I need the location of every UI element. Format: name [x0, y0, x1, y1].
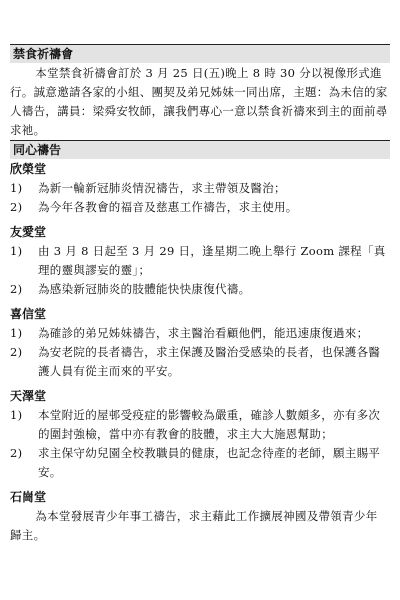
church-name: 石崗堂	[10, 490, 47, 504]
item-number: 1)	[10, 244, 23, 258]
item-number: 2)	[10, 446, 23, 460]
church-section-heishun	[10, 305, 388, 381]
church-name: 欣榮堂	[10, 162, 47, 176]
item-text: 求主保守幼兒園全校教職員的健康，也記念待產的老師，願主賜平安。	[38, 446, 381, 479]
section-title-unity: 同心禱告	[10, 140, 390, 159]
list-item	[10, 406, 388, 444]
church-name: 友愛堂	[10, 225, 47, 239]
item-text: 為感染新冠肺炎的肢體能快快康復代禱。	[38, 282, 251, 296]
list-item	[10, 444, 388, 482]
item-text: 為確診的弟兄姊妹禱告，求主醫治看顧他們，能迅速康復過來；	[38, 326, 369, 340]
church-section-tinchak	[10, 387, 388, 482]
item-text: 本堂附近的屋邨受疫症的影響較為嚴重，確診人數頗多，亦有多次的圍封強檢，當中亦有教會的肢體，求主大大施恩幫助；	[38, 408, 381, 441]
item-text: 為今年各教會的福音及慈惠工作禱告，求主使用。	[38, 200, 298, 214]
list-item	[10, 280, 388, 299]
church-section-shekkong	[10, 488, 388, 545]
list-item	[10, 343, 388, 381]
item-text: 由 3 月 8 日起至 3 月 29 日，逢星期二晚上舉行 Zoom 課程「真理的靈與謬妄的靈」；	[38, 244, 386, 277]
item-number: 2)	[10, 282, 23, 296]
section-title-fasting: 禁食祈禱會	[10, 44, 390, 63]
item-number: 1)	[10, 181, 23, 195]
item-number: 2)	[10, 345, 23, 359]
church-section-yanwing	[10, 160, 388, 217]
list-item	[10, 242, 388, 280]
fasting-body-block	[10, 64, 388, 140]
church-paragraph: 為本堂發展青少年事工禱告，求主藉此工作擴展神國及帶領青少年歸主。	[10, 509, 378, 542]
list-item	[10, 179, 388, 198]
item-number: 1)	[10, 408, 23, 422]
church-section-yauoi	[10, 223, 388, 299]
unity-block	[10, 160, 388, 545]
item-text: 為新一輪新冠肺炎情況禱告，求主帶領及醫治；	[38, 181, 286, 195]
item-number: 2)	[10, 200, 23, 214]
fasting-paragraph: 本堂禁食祈禱會訂於 3 月 25 日(五)晚上 8 時 30 分以視像形式進行。誠意邀請各家的小組、團契及弟兄姊妹一同出席，主題：為未信的家人禱告，講員：梁舜安牧師，讓我們專心一意以禁食祈禱來到主的面前尋求祂。	[10, 66, 388, 137]
item-number: 1)	[10, 326, 23, 340]
church-name: 天澤堂	[10, 389, 47, 403]
item-text: 為安老院的長者禱告，求主保護及醫治受感染的長者，也保護各醫護人員有從主而來的平安。	[38, 345, 381, 378]
list-item	[10, 324, 388, 343]
church-name: 喜信堂	[10, 307, 47, 321]
list-item	[10, 198, 388, 217]
